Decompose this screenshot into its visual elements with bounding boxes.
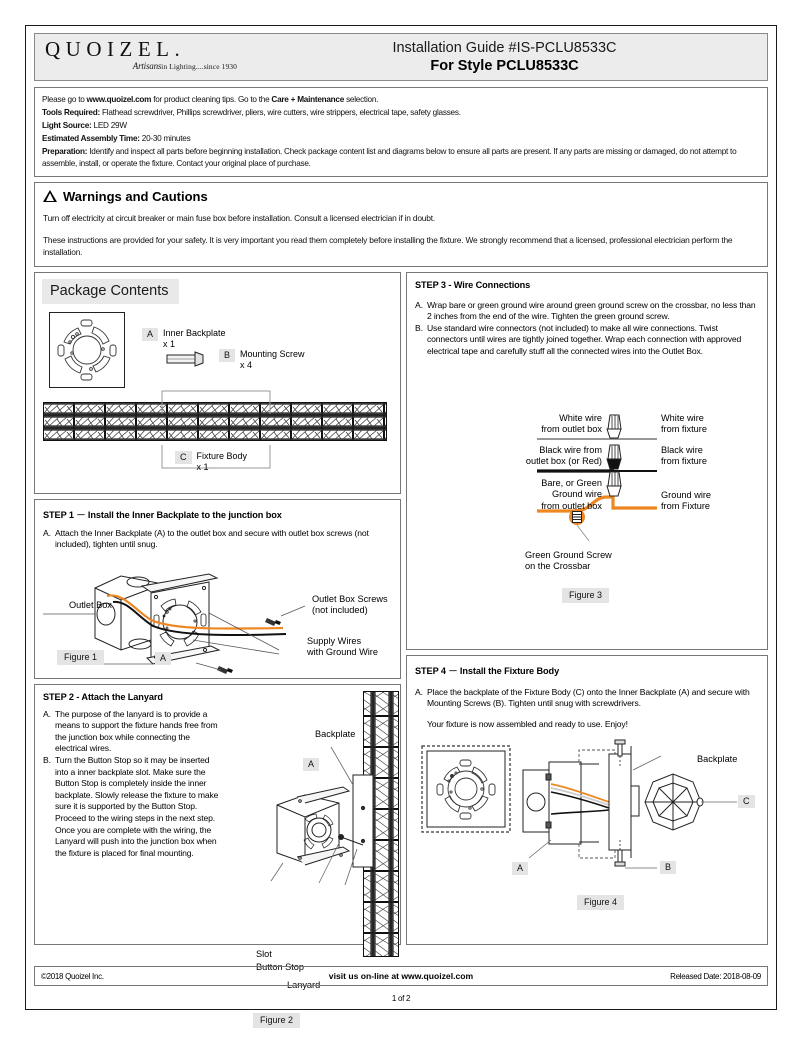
figure1-callout-supply <box>307 636 378 659</box>
figure3-label-white-left <box>467 413 602 436</box>
white-wire-left-l1: White wire <box>559 412 602 423</box>
cleaning-tips-suffix: selection. <box>344 95 379 104</box>
step1-item-a-text: Attach the Inner Backplate (A) to the outlet box and secure with outlet box screws (not included), tighten until snug. <box>55 527 369 550</box>
step3-item-b-text: Use standard wire connectors (not included) to make all wire connections. Twist connectors until wires are tightly joined together. Wrap each connection with approved electrical tape and carefully stuff all the connected wires into the Outlet Box. <box>427 322 742 356</box>
warning-triangle-icon <box>43 190 57 202</box>
footer-released-date: Released Date: 2018-08-09 <box>670 971 761 981</box>
figure3-label-ground-left <box>452 478 602 513</box>
tools-required-line <box>42 107 760 119</box>
mounting-screw-icon <box>165 351 213 367</box>
step1-panel <box>34 499 401 679</box>
wire-connector-black-icon <box>607 445 621 469</box>
style-number: For Style PCLU8533C <box>430 58 579 74</box>
wire-connector-ground-icon <box>607 472 621 496</box>
ground-screw-l1: Green Ground Screw <box>525 549 612 560</box>
figure2-drawing <box>253 775 393 895</box>
document-page <box>25 25 777 1025</box>
figure4-tag-a: A <box>512 862 528 875</box>
step3-item-a-label: A. <box>415 299 423 310</box>
item-tag-c: C <box>175 451 192 464</box>
ground-wire-right-l2: from Fixture <box>661 501 711 512</box>
white-wire-right-l2: from fixture <box>661 424 707 435</box>
logo-tagline <box>45 61 245 71</box>
figure1-callout-supply-l1: Supply Wires <box>307 635 362 646</box>
guide-number: Installation Guide #IS-PCLU8533C <box>392 40 617 56</box>
figure2-callout-lanyard: Lanyard <box>287 979 321 990</box>
screw-drawing <box>165 351 213 367</box>
item-a-qty: x 1 <box>163 338 176 349</box>
black-wire-right-l1: Black wire <box>661 444 703 455</box>
logo-tagline-rest: in Lighting....since 1930 <box>161 62 237 72</box>
inner-backplate-image <box>49 312 125 388</box>
package-contents-diagram <box>35 304 400 476</box>
document-footer <box>34 966 768 986</box>
preparation-value: Identify and inspect all parts before beginning installation. Check package content list and diagrams below to ensure all parts are present. If any parts are missing or damaged, do not attempt to assemble, install, or operate the fixture. Contact your original place of purchase. <box>42 147 737 168</box>
step4-body <box>407 677 767 731</box>
footer-copyright: ©2018 Quoizel Inc. <box>41 971 104 981</box>
step4-item-enjoy-text: Your fixture is now assembled and ready to use. Enjoy! <box>427 718 628 729</box>
figure1-callout-screws-l2: (not included) <box>312 605 368 616</box>
logo-tagline-script: Artisans <box>132 61 162 72</box>
website-link[interactable]: www.quoizel.com <box>86 95 152 104</box>
care-maintenance-label: Care + Maintenance <box>271 95 345 104</box>
step3-item-a-text: Wrap bare or green ground wire around green ground screw on the crossbar, no less than 2 inches from the end of the wire. Tighten the green ground screw. <box>427 299 756 322</box>
step2-body <box>35 702 231 860</box>
light-source-line <box>42 120 760 132</box>
item-a-name: Inner Backplate <box>163 327 226 338</box>
white-wire-right-l1: White wire <box>661 412 704 423</box>
figure1-screw-bottom <box>217 666 233 674</box>
figure2-callout-button-stop: Button Stop <box>256 961 305 972</box>
black-wire-left-l1: Black wire from <box>539 444 602 455</box>
step4-spacer <box>415 710 757 719</box>
step1-item-a-label: A. <box>43 527 51 538</box>
tools-required-value: Flathead screwdriver, Phillips screwdriver, pliers, wire cutters, wire strippers, electrical tape, safety glasses. <box>99 108 461 118</box>
package-contents-title: Package Contents <box>42 279 179 304</box>
figure4-callout-backplate: Backplate <box>697 753 738 764</box>
cleaning-tips-mid: for product cleaning tips. Go to the <box>151 95 272 104</box>
item-c-text <box>197 451 248 473</box>
item-a-text <box>163 328 226 350</box>
package-item-b <box>219 349 305 371</box>
header-title-block <box>250 39 759 76</box>
step4-item-enjoy <box>415 719 757 731</box>
black-wire-right-l2: from fixture <box>661 456 707 467</box>
warning-paragraph-1: Turn off electricity at circuit breaker or main fuse box before installation. Consult a licensed electrician if in doubt. <box>43 212 435 223</box>
step3-body <box>407 290 767 358</box>
step2-heading: STEP 2 - Attach the Lanyard <box>43 691 163 702</box>
figure3-label: Figure 3 <box>562 588 609 603</box>
preparation-line <box>42 146 760 169</box>
ground-wire-right-l1: Ground wire <box>661 489 712 500</box>
figure4-label: Figure 4 <box>577 895 624 910</box>
figure2-tag-a: A <box>303 758 319 771</box>
item-b-qty: x 4 <box>240 359 253 370</box>
item-tag-b: B <box>219 349 235 362</box>
step3-heading: STEP 3 - Wire Connections <box>415 279 531 290</box>
figure2-callout-backplate: Backplate <box>315 728 356 739</box>
step4-item-a <box>415 687 757 710</box>
warning-paragraph-2: These instructions are provided for your safety. It is very important you read them completely before installing the fixture. We strongly recommend that a licensed, professional electrician perform the installation. <box>43 234 733 257</box>
assembly-time-line <box>42 133 760 145</box>
step1-body <box>35 521 400 551</box>
step4-item-a-text: Place the backplate of the Fixture Body (C) onto the Inner Backplate (A) and secure with Mounting Screws (B). Tighten until snug with screwdrivers. <box>427 686 750 709</box>
step2-item-b-text: Turn the Button Stop so it may be inserted into a inner backplate slot. Make sure the Button Stop is completely inside the inner backplate. Slowly release the fixture to make sure it is supported by the Button Stop. Proceed to the wiring steps in the next step. Once you are complete with the wiring, the Lanyard will push into the junction box when the fixture is placed for final mounting. <box>55 754 219 858</box>
document-header <box>34 33 768 81</box>
step4-item-a-label: A. <box>415 686 423 697</box>
figure4-tag-b: B <box>660 861 676 874</box>
step3-item-a <box>415 300 757 323</box>
light-source-value: LED 29W <box>91 121 127 131</box>
step3-item-b-label: B. <box>415 322 423 333</box>
assembly-time-value: 20-30 minutes <box>139 134 191 144</box>
step1-heading: STEP 1 － Install the Inner Backplate to the junction box <box>43 509 282 520</box>
inner-backplate-drawing <box>50 313 124 387</box>
figure1-callout-outlet-box: Outlet Box <box>69 599 112 610</box>
warnings-title-row <box>43 189 759 204</box>
quoizel-logo <box>45 38 245 71</box>
figure1-callout-screws-l1: Outlet Box Screws <box>312 593 388 604</box>
step2-item-a <box>43 709 221 755</box>
figure1-tag-a: A <box>155 652 171 665</box>
wire-connector-white-icon <box>607 415 621 438</box>
figure3-label-black-left <box>452 445 602 468</box>
step2-item-a-label: A. <box>43 708 51 719</box>
warnings-title: Warnings and Cautions <box>63 188 208 204</box>
step3-panel <box>406 272 768 650</box>
item-c-qty: x 1 <box>196 461 209 472</box>
page-number: 1 of 2 <box>391 994 411 1003</box>
step4-heading: STEP 4 － Install the Fixture Body <box>415 665 560 676</box>
item-b-text <box>240 349 305 371</box>
figure2-label: Figure 2 <box>253 1013 300 1028</box>
white-wire-left-l2: from outlet box <box>541 424 602 435</box>
ground-wire-left-l3: from outlet box <box>541 500 602 511</box>
figure4-tag-c: C <box>738 795 755 808</box>
cleaning-tips-prefix: Please go to <box>42 95 87 104</box>
figure2-callout-slot: Slot <box>256 948 272 959</box>
step2-item-a-text: The purpose of the lanyard is to provide a means to support the fixture hands free from the junction box while connecting the electrical wires. <box>55 708 218 754</box>
ground-wire-left-l1: Bare, or Green <box>541 477 602 488</box>
item-tag-a: A <box>142 328 158 341</box>
step4-item-enjoy-label <box>415 719 427 731</box>
step1-item-a <box>43 528 390 551</box>
package-item-c <box>175 451 247 473</box>
item-c-name: Fixture Body <box>196 450 248 461</box>
logo-wordmark: QUOIZEL. <box>45 37 186 61</box>
ground-wire-left-l2: Ground wire <box>551 489 602 500</box>
assembly-time-label: Estimated Assembly Time: <box>42 134 140 144</box>
black-wire-left-l2: outlet box (or Red) <box>525 456 602 467</box>
ground-screw-l2: on the Crossbar <box>525 561 591 572</box>
preparation-label: Preparation: <box>42 147 88 157</box>
tools-required-label: Tools Required: <box>42 108 100 118</box>
package-contents-panel <box>34 272 401 494</box>
figure1-screw-top <box>265 618 281 626</box>
figure3-label-ground-screw <box>525 550 612 573</box>
step2-item-b <box>43 755 221 859</box>
cleaning-tips-line <box>42 94 760 106</box>
warnings-box <box>34 182 768 267</box>
figure1-label: Figure 1 <box>57 650 104 665</box>
item-b-name: Mounting Screw <box>240 348 305 359</box>
figure3-label-white-right <box>661 413 707 436</box>
figure3-label-black-right <box>661 445 707 468</box>
package-item-a <box>142 328 226 350</box>
right-column <box>406 272 768 945</box>
info-box <box>34 87 768 177</box>
footer-website[interactable]: visit us on-line at www.quoizel.com <box>328 971 474 981</box>
step2-item-b-label: B. <box>43 754 51 765</box>
figure1-callout-supply-l2: with Ground Wire <box>307 647 378 658</box>
figure1-callout-screws <box>312 594 388 617</box>
step4-panel <box>406 655 768 945</box>
step3-item-b <box>415 323 757 358</box>
light-source-label: Light Source: <box>42 121 92 131</box>
figure3-label-ground-right <box>661 490 711 513</box>
